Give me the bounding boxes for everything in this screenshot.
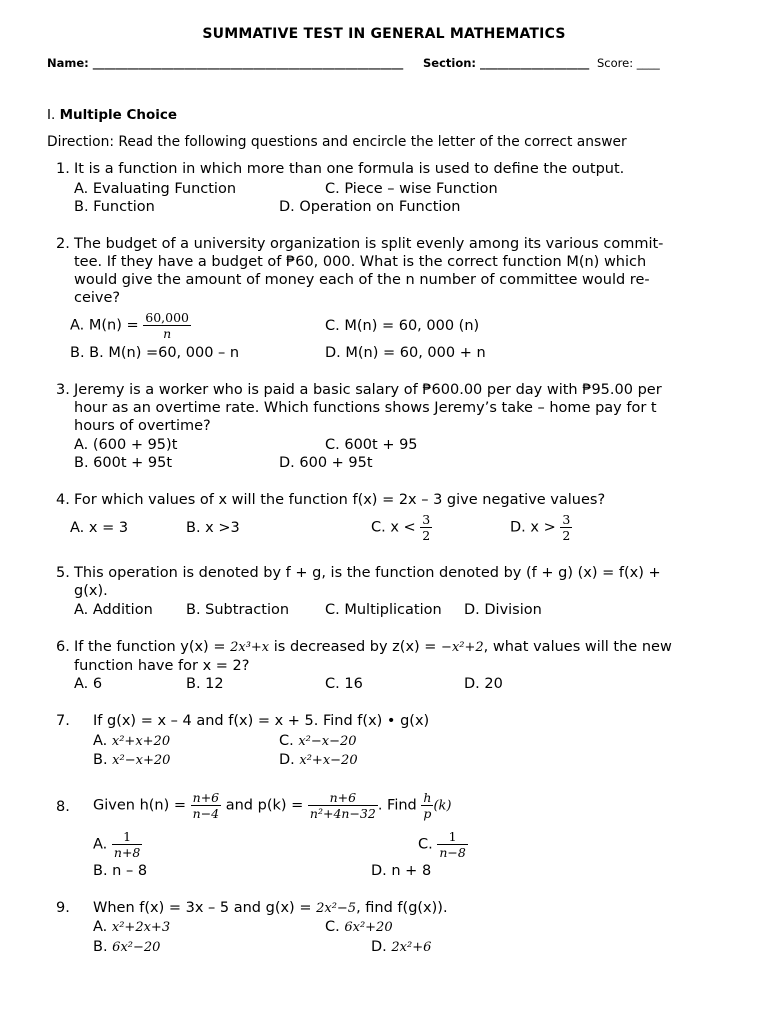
q2-fraction-den: n (163, 326, 172, 341)
q9-option-b[interactable] (93, 939, 160, 955)
q3-option-c[interactable]: C. 600t + 95 (325, 437, 418, 453)
q6-text-c: , what values will the new (483, 639, 672, 655)
q4-d-num: 3 (562, 512, 571, 527)
q8-text-a: Given h(n) = (93, 797, 191, 814)
q8-a-fraction (112, 829, 142, 860)
q4-option-c[interactable] (371, 512, 432, 543)
q1-text: It is a function in which more than one formula is used to define the output. (74, 161, 625, 177)
q8-p-fraction (308, 790, 378, 821)
q8-find-arg: (k) (433, 798, 452, 814)
q8-h-den: n−4 (192, 806, 220, 821)
q7-a-expr: x²+x+20 (111, 734, 171, 749)
q6-line-1 (74, 639, 672, 655)
q5-number: 5. (56, 565, 70, 581)
name-field[interactable]: Name: ______________________________________________________ (47, 56, 404, 70)
q2-line-3: would give the amount of money each of the n number of committee would re- (74, 272, 650, 288)
q8-a-label: A. (93, 836, 108, 853)
q7-a-label: A. (93, 733, 108, 749)
q9-option-a[interactable] (93, 919, 170, 935)
q9-option-d[interactable] (371, 939, 431, 955)
q7-option-c[interactable] (279, 733, 357, 749)
q2-option-a-label: A. M(n) = (70, 317, 144, 334)
q8-h-fraction (191, 790, 221, 821)
q6-text-b: is decreased by z(x) = (269, 639, 442, 655)
q1-option-d[interactable]: D. Operation on Function (279, 199, 461, 215)
q3-option-d[interactable]: D. 600 + 95t (279, 455, 373, 471)
q7-number: 7. (56, 713, 70, 729)
q5-line-1: This operation is denoted by f + g, is the function denoted by (f + g) (x) = f(x) + (74, 565, 661, 581)
q2-number: 2. (56, 236, 70, 252)
q7-option-a[interactable] (93, 733, 170, 749)
score-field[interactable]: Score: ____ (597, 56, 660, 70)
part-heading (47, 107, 177, 123)
q1-option-c[interactable]: C. Piece – wise Function (325, 181, 498, 197)
q3-option-a[interactable]: A. (600 + 95)t (74, 437, 178, 453)
q9-c-expr: 6x²+20 (344, 920, 393, 935)
q5-line-2: g(x). (74, 583, 108, 599)
q7-b-expr: x²−x+20 (112, 753, 171, 768)
q7-c-label: C. (279, 733, 294, 749)
q4-d-den: 2 (562, 528, 571, 543)
q5-option-c[interactable]: C. Multiplication (325, 602, 442, 618)
q4-option-a[interactable]: A. x = 3 (70, 520, 129, 536)
q8-number: 8. (56, 799, 70, 815)
direction-text: Direction: Read the following questions and encircle the letter of the correct answer (47, 134, 627, 150)
q5-option-d[interactable]: D. Division (464, 602, 542, 618)
q9-text-a: When f(x) = 3x – 5 and g(x) = (93, 900, 317, 916)
q3-number: 3. (56, 382, 70, 398)
q9-g-expr: 2x²−5 (316, 901, 357, 916)
q7-c-expr: x²−x−20 (298, 734, 357, 749)
q2-option-a[interactable] (70, 310, 191, 341)
page-title: SUMMATIVE TEST IN GENERAL MATHEMATICS (202, 26, 566, 42)
q2-line-4: ceive? (74, 290, 121, 306)
q6-text-a: If the function y(x) = (74, 639, 231, 655)
q8-option-c[interactable] (418, 829, 468, 860)
q8-c-label: C. (418, 836, 433, 853)
q2-option-d[interactable]: D. M(n) = 60, 000 + n (325, 345, 486, 361)
q8-h-num: n+6 (192, 790, 220, 805)
part-number: I. (47, 107, 60, 123)
q2-line-2: tee. If they have a budget of ₱60, 000. What is the correct function M(n) which (74, 254, 647, 270)
q4-option-d[interactable] (510, 512, 572, 543)
q9-option-c[interactable] (325, 919, 393, 935)
q6-option-c[interactable]: C. 16 (325, 676, 363, 692)
q9-text-b: , find f(g(x)). (356, 900, 448, 916)
q8-c-den: n−8 (439, 845, 466, 860)
q6-option-b[interactable]: B. 12 (186, 676, 224, 692)
q8-a-num: 1 (112, 829, 142, 845)
q8-text-c: . Find (377, 797, 422, 814)
q2-line-1: The budget of a university organization is split evenly among its various commit- (74, 236, 664, 252)
q2-fraction (143, 310, 191, 341)
q6-z-expression: −x²+2 (441, 640, 484, 655)
q7-text: If g(x) = x – 4 and f(x) = x + 5. Find f(x) • g(x) (93, 713, 430, 729)
q6-number: 6. (56, 639, 70, 655)
q5-option-a[interactable]: A. Addition (74, 602, 153, 618)
q8-c-num: 1 (437, 829, 467, 845)
q3-line-1: Jeremy is a worker who is paid a basic salary of ₱600.00 per day with ₱95.00 per (74, 382, 662, 398)
q7-d-expr: x²+x−20 (299, 753, 358, 768)
q5-option-b[interactable]: B. Subtraction (186, 602, 290, 618)
part-label: Multiple Choice (59, 107, 178, 123)
q8-a-den: n+8 (113, 845, 141, 860)
q8-c-fraction (437, 829, 467, 860)
q8-option-d[interactable]: D. n + 8 (371, 863, 432, 879)
q4-number: 4. (56, 492, 70, 508)
q8-find-fraction (421, 790, 433, 821)
q7-option-d[interactable] (279, 752, 358, 768)
q1-option-a[interactable]: A. Evaluating Function (74, 181, 237, 197)
section-field[interactable]: Section: ___________________ (423, 56, 590, 70)
q9-a-label: A. (93, 919, 108, 935)
q6-line-2: function have for x = 2? (74, 658, 250, 674)
q8-question (93, 790, 451, 821)
q8-find-num: h (423, 790, 432, 805)
q8-option-b[interactable]: B. n – 8 (93, 863, 148, 879)
q4-option-c-label: C. x < (371, 519, 421, 536)
q6-y-expression: 2x³+x (230, 640, 270, 655)
q7-option-b[interactable] (93, 752, 170, 768)
q1-number: 1. (56, 161, 70, 177)
q8-p-den: n²+4n−32 (309, 806, 376, 821)
q8-option-a[interactable] (93, 829, 142, 860)
q3-line-2: hour as an overtime rate. Which functions shows Jeremy’s take – home pay for t (74, 400, 657, 416)
q8-text-b: and p(k) = (221, 797, 308, 814)
q4-option-c-fraction (420, 512, 432, 543)
q9-c-label: C. (325, 919, 340, 935)
q4-text: For which values of x will the function f(x) = 2x – 3 give negative values? (74, 492, 606, 508)
q7-d-label: D. (279, 752, 295, 768)
q9-d-expr: 2x²+6 (391, 940, 432, 955)
q4-option-d-fraction (560, 512, 572, 543)
q8-p-num: n+6 (308, 790, 378, 806)
q9-d-label: D. (371, 939, 387, 955)
q8-find-den: p (423, 806, 432, 821)
q2-option-c[interactable]: C. M(n) = 60, 000 (n) (325, 318, 480, 334)
q9-a-expr: x²+2x+3 (111, 920, 171, 935)
q9-number: 9. (56, 900, 70, 916)
q6-option-d[interactable]: D. 20 (464, 676, 503, 692)
q1-option-b[interactable]: B. Function (74, 199, 155, 215)
q4-c-den: 2 (422, 528, 431, 543)
q4-option-b[interactable]: B. x >3 (186, 520, 240, 536)
q2-option-b[interactable]: B. B. M(n) =60, 000 – n (70, 345, 240, 361)
q4-c-num: 3 (422, 512, 431, 527)
q7-b-label: B. (93, 752, 108, 768)
q4-option-d-label: D. x > (510, 519, 561, 536)
q9-text (93, 900, 448, 916)
q3-line-3: hours of overtime? (74, 418, 211, 434)
q3-option-b[interactable]: B. 600t + 95t (74, 455, 173, 471)
q6-option-a[interactable]: A. 6 (74, 676, 103, 692)
q9-b-label: B. (93, 939, 108, 955)
q2-fraction-num: 60,000 (145, 310, 190, 325)
q9-b-expr: 6x²−20 (112, 940, 161, 955)
